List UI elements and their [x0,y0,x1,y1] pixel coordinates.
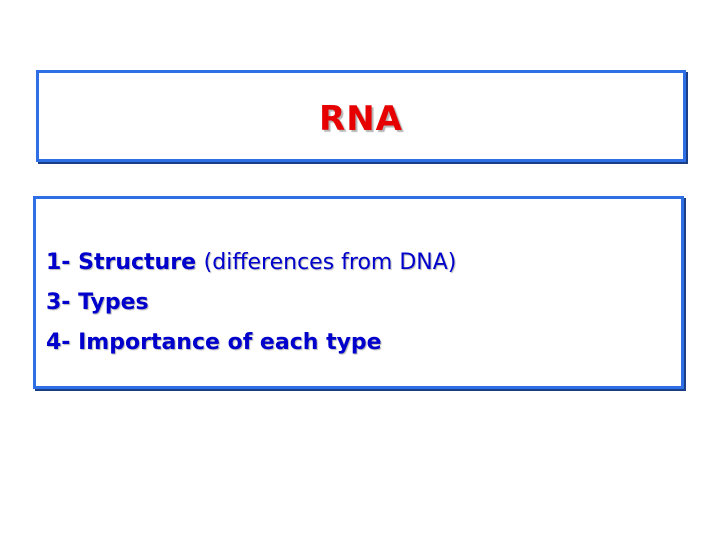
item-text: Importance of each type [78,330,382,355]
title-box [36,70,686,162]
item-text: Types [78,290,149,315]
item-number: 3- [46,290,71,315]
item-number: 1- [46,250,71,275]
content-box [33,196,684,389]
list-item [46,283,456,323]
slide-title: RNA [319,99,403,139]
topic-list [46,243,456,363]
list-item [46,243,456,283]
item-note: (differences from DNA) [203,250,457,275]
item-number: 4- [46,330,71,355]
list-item [46,323,456,363]
item-text: Structure [78,250,196,275]
